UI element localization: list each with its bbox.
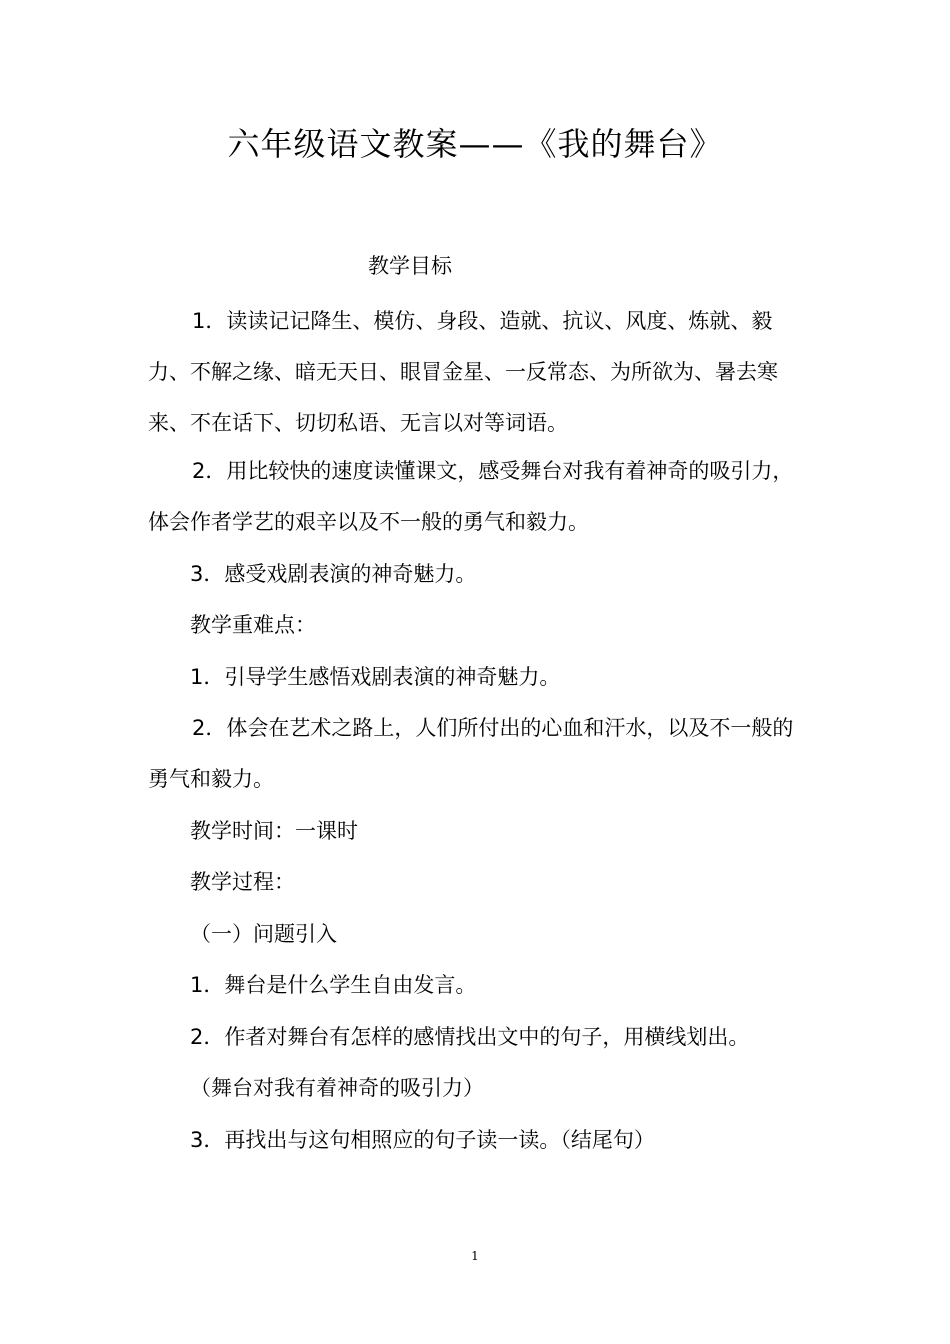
key-point-2: 2．体会在艺术之路上，人们所付出的心血和汗水，以及不一般的勇气和毅力。	[148, 716, 794, 791]
goal-paragraph-2: 2．用比较快的速度读懂课文，感受舞台对我有着神奇的吸引力，体会作者学艺的艰辛以及不一般的勇气和毅力。	[148, 459, 794, 534]
step-item-2-answer: （舞台对我有着神奇的吸引力）	[190, 1076, 484, 1100]
goal-paragraph-3: 3．感受戏剧表演的神奇魅力。	[190, 562, 477, 586]
process-heading: 教学过程：	[190, 870, 295, 894]
goal-paragraph-1: 1．读读记记降生、模仿、身段、造就、抗议、风度、炼就、毅力、不解之缘、暗无天日、眼冒金星、一反常态、为所欲为、暑去寒来、不在话下、切切私语、无言以对等词语。	[148, 309, 778, 435]
section-heading-teaching-goals: 教学目标	[368, 254, 452, 278]
key-points-heading: 教学重难点：	[190, 613, 316, 637]
step-item-2: 2．作者对舞台有怎样的感情找出文中的句子，用横线划出。	[190, 1025, 750, 1049]
key-point-1: 1．引导学生感悟戏剧表演的神奇魅力。	[190, 665, 561, 689]
teaching-time: 教学时间：一课时	[190, 819, 358, 843]
step-heading: （一）问题引入	[190, 922, 337, 946]
step-item-3: 3．再找出与这句相照应的句子读一读。（结尾句）	[190, 1128, 655, 1152]
document-title: 六年级语文教案——《我的舞台》	[227, 125, 723, 163]
page-number: 1	[471, 1249, 479, 1263]
step-item-1: 1．舞台是什么学生自由发言。	[190, 973, 477, 997]
